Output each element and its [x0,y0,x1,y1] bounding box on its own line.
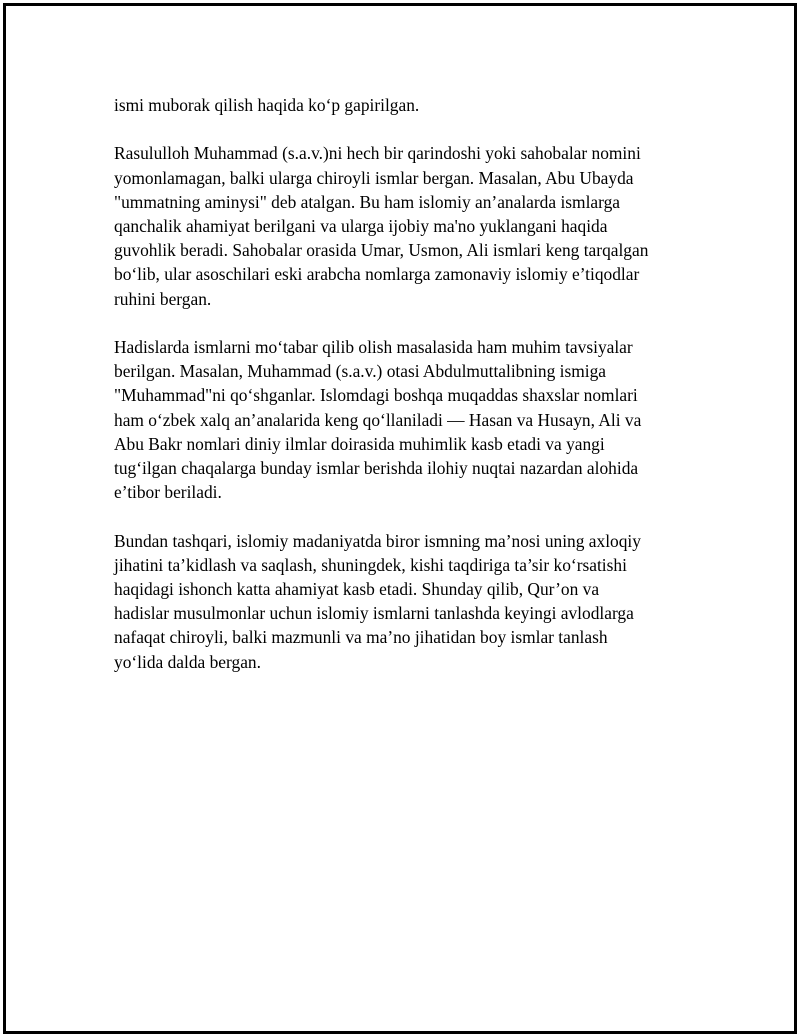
paragraph-1: ismi muborak qilish haqida ko‘p gapirilgan. [114,95,420,115]
paragraph-4: Bundan tashqari, islomiy madaniyatda biror ismning ma’nosi uning axloqiy jihatini ta’kidlash va saqlash, shuningdek, kishi taqdiriga ta’sir ko‘rsatishi haqidagi ishonch katta ahamiyat kasb etadi. Shunday qilib, Qur’on va hadislar musulmonlar uchun islomiy ismlarni tanlashda keyingi avlodlarga nafaqat chiroyli, balki mazmunli va ma’no jihatidan boy ismlar tanlash yo‘lida dalda bergan. [114,530,641,672]
paragraph-2: Rasululloh Muhammad (s.a.v.)ni hech bir qarindoshi yoki sahobalar nomini yomonlamagan, balki ularga chiroyli ismlar bergan. Masalan, Abu Ubayda "ummatning aminysi" deb atalgan. Bu ham islomiy an’analarda ismlarga qanchalik ahamiyat berilgani va ularga ijobiy ma'no yuklangani haqida guvohlik beradi. Sahobalar orasida Umar, Usmon, Ali ismlari keng tarqalgan bo‘lib, ular asoschilari eski arabcha nomlarga zamonaviy islomiy e’tiqodlar ruhini bergan. [114,143,649,309]
document-body [114,93,704,698]
paragraph-3: Hadislarda ismlarni mo‘tabar qilib olish masalasida ham muhim tavsiyalar berilgan. Masalan, Muhammad (s.a.v.) otasi Abdulmuttalibning ismiga "Muhammad"ni qo‘shganlar. Islomdagi boshqa muqaddas shaxslar nomlari ham o‘zbek xalq an’analarida keng qo‘llaniladi — Hasan va Husayn, Ali va Abu Bakr nomlari diniy ilmlar doirasida muhimlik kasb etadi va yangi tug‘ilgan chaqalarga bunday ismlar berishda ilohiy nuqtai nazardan alohida e’tibor beriladi. [114,337,642,503]
